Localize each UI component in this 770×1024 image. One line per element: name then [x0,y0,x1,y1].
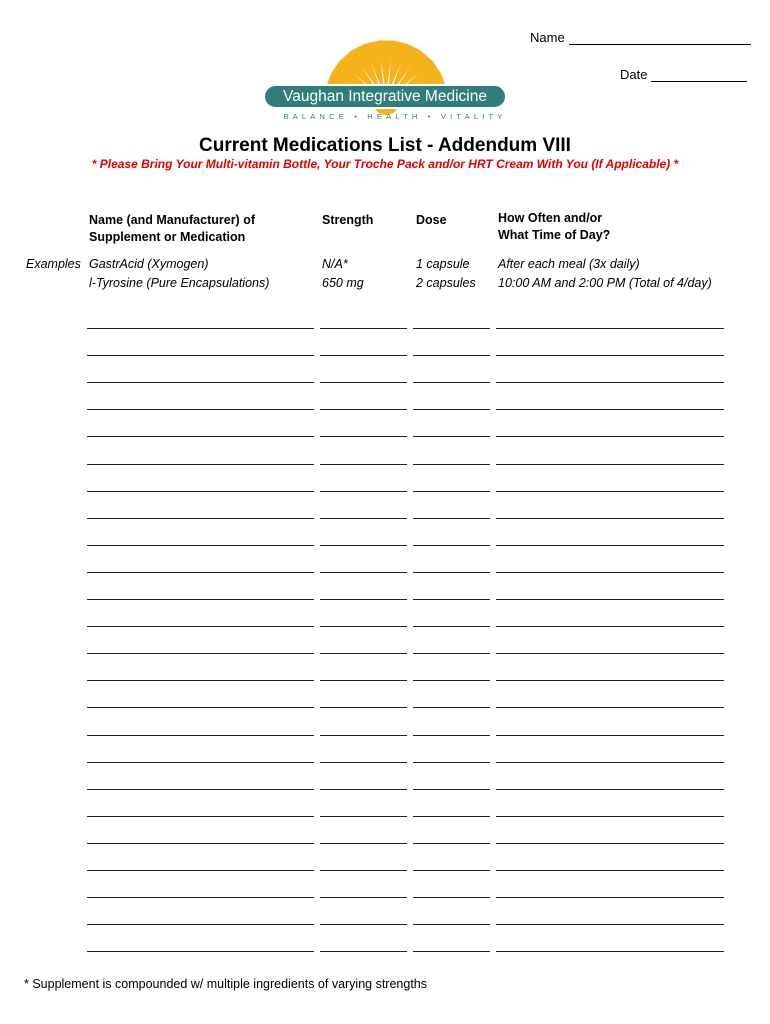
frequency-entry-line[interactable] [496,789,724,790]
frequency-entry-line[interactable] [496,762,724,763]
strength-entry-line[interactable] [320,626,407,627]
name-entry-line[interactable] [87,843,314,844]
dose-entry-line[interactable] [413,464,490,465]
strength-entry-line[interactable] [320,382,407,383]
frequency-entry-line[interactable] [496,870,724,871]
name-entry-line[interactable] [87,653,314,654]
dose-entry-line[interactable] [413,653,490,654]
dose-entry-line[interactable] [413,572,490,573]
frequency-entry-line[interactable] [496,355,724,356]
dose-entry-line[interactable] [413,816,490,817]
name-entry-line[interactable] [87,355,314,356]
name-entry-line[interactable] [87,464,314,465]
examples-label: Examples [26,257,81,271]
name-input-line[interactable] [569,30,751,45]
strength-entry-line[interactable] [320,870,407,871]
dose-entry-line[interactable] [413,328,490,329]
example-dose-2: 2 capsules [416,276,476,290]
frequency-entry-line[interactable] [496,382,724,383]
example-name-1: GastrAcid (Xymogen) [89,257,209,271]
frequency-entry-line[interactable] [496,599,724,600]
col-header-name: Name (and Manufacturer) of Supplement or Medication [89,213,255,244]
strength-entry-line[interactable] [320,572,407,573]
strength-entry-line[interactable] [320,897,407,898]
page-title: Current Medications List - Addendum VIII [199,135,571,156]
strength-entry-line[interactable] [320,789,407,790]
dose-entry-line[interactable] [413,382,490,383]
col-header-frequency: How Often and/or What Time of Day? [498,211,611,242]
date-label: Date [620,67,648,82]
practice-name: Vaughan Integrative Medicine [283,88,487,105]
example-frequency-1: After each meal (3x daily) [498,257,640,271]
name-entry-line[interactable] [87,382,314,383]
name-entry-line[interactable] [87,735,314,736]
dose-entry-line[interactable] [413,409,490,410]
example-dose-1: 1 capsule [416,257,470,271]
tagline: BALANCE • HEALTH • VITALITY [283,112,507,121]
name-entry-line[interactable] [87,951,314,952]
name-entry-line[interactable] [87,789,314,790]
dose-entry-line[interactable] [413,897,490,898]
name-label: Name [530,30,565,45]
footnote: * Supplement is compounded w/ multiple ingredients of varying strengths [24,977,427,991]
strength-entry-line[interactable] [320,735,407,736]
strength-entry-line[interactable] [320,491,407,492]
strength-entry-line[interactable] [320,436,407,437]
name-entry-line[interactable] [87,436,314,437]
name-entry-line[interactable] [87,680,314,681]
dose-entry-line[interactable] [413,599,490,600]
col-header-dose: Dose [416,213,447,227]
dose-entry-line[interactable] [413,924,490,925]
example-strength-1: N/A* [322,257,348,271]
notice-text: * Please Bring Your Multi-vitamin Bottle, Your Troche Pack and/or HRT Cream With You (If Applicable) * [91,157,679,171]
date-field[interactable] [620,67,747,82]
name-entry-line[interactable] [87,707,314,708]
strength-entry-line[interactable] [320,924,407,925]
frequency-entry-line[interactable] [496,843,724,844]
dose-entry-line[interactable] [413,545,490,546]
name-entry-line[interactable] [87,924,314,925]
frequency-entry-line[interactable] [496,816,724,817]
frequency-entry-line[interactable] [496,491,724,492]
frequency-entry-line[interactable] [496,897,724,898]
name-entry-line[interactable] [87,897,314,898]
strength-entry-line[interactable] [320,518,407,519]
strength-entry-line[interactable] [320,355,407,356]
frequency-entry-line[interactable] [496,436,724,437]
strength-entry-line[interactable] [320,464,407,465]
frequency-entry-line[interactable] [496,464,724,465]
frequency-entry-line[interactable] [496,951,724,952]
dose-entry-line[interactable] [413,843,490,844]
strength-entry-line[interactable] [320,843,407,844]
dose-entry-line[interactable] [413,436,490,437]
frequency-entry-line[interactable] [496,572,724,573]
strength-entry-line[interactable] [320,328,407,329]
name-entry-line[interactable] [87,491,314,492]
frequency-entry-line[interactable] [496,626,724,627]
strength-entry-line[interactable] [320,653,407,654]
name-entry-line[interactable] [87,328,314,329]
dose-entry-line[interactable] [413,951,490,952]
frequency-entry-line[interactable] [496,924,724,925]
strength-entry-line[interactable] [320,409,407,410]
dose-entry-line[interactable] [413,491,490,492]
frequency-entry-line[interactable] [496,518,724,519]
example-frequency-2: 10:00 AM and 2:00 PM (Total of 4/day) [498,276,712,290]
dose-entry-line[interactable] [413,355,490,356]
col-header-strength: Strength [322,213,374,227]
example-strength-2: 650 mg [322,276,364,290]
name-field[interactable] [530,30,751,45]
practice-logo [262,30,512,125]
frequency-entry-line[interactable] [496,328,724,329]
frequency-entry-line[interactable] [496,545,724,546]
name-entry-line[interactable] [87,545,314,546]
strength-entry-line[interactable] [320,599,407,600]
name-entry-line[interactable] [87,626,314,627]
frequency-entry-line[interactable] [496,680,724,681]
dose-entry-line[interactable] [413,707,490,708]
date-input-line[interactable] [651,67,747,82]
strength-entry-line[interactable] [320,680,407,681]
name-entry-line[interactable] [87,572,314,573]
strength-entry-line[interactable] [320,707,407,708]
strength-entry-line[interactable] [320,762,407,763]
name-entry-line[interactable] [87,870,314,871]
dose-entry-line[interactable] [413,680,490,681]
dose-entry-line[interactable] [413,762,490,763]
dose-entry-line[interactable] [413,518,490,519]
dose-entry-line[interactable] [413,870,490,871]
dose-entry-line[interactable] [413,735,490,736]
frequency-entry-line[interactable] [496,735,724,736]
name-entry-line[interactable] [87,599,314,600]
frequency-entry-line[interactable] [496,707,724,708]
sun-logo-icon [262,30,512,125]
name-entry-line[interactable] [87,816,314,817]
frequency-entry-line[interactable] [496,653,724,654]
strength-entry-line[interactable] [320,545,407,546]
example-name-2: l-Tyrosine (Pure Encapsulations) [89,276,270,290]
dose-entry-line[interactable] [413,789,490,790]
name-entry-line[interactable] [87,762,314,763]
strength-entry-line[interactable] [320,951,407,952]
dose-entry-line[interactable] [413,626,490,627]
name-entry-line[interactable] [87,518,314,519]
strength-entry-line[interactable] [320,816,407,817]
name-entry-line[interactable] [87,409,314,410]
frequency-entry-line[interactable] [496,409,724,410]
